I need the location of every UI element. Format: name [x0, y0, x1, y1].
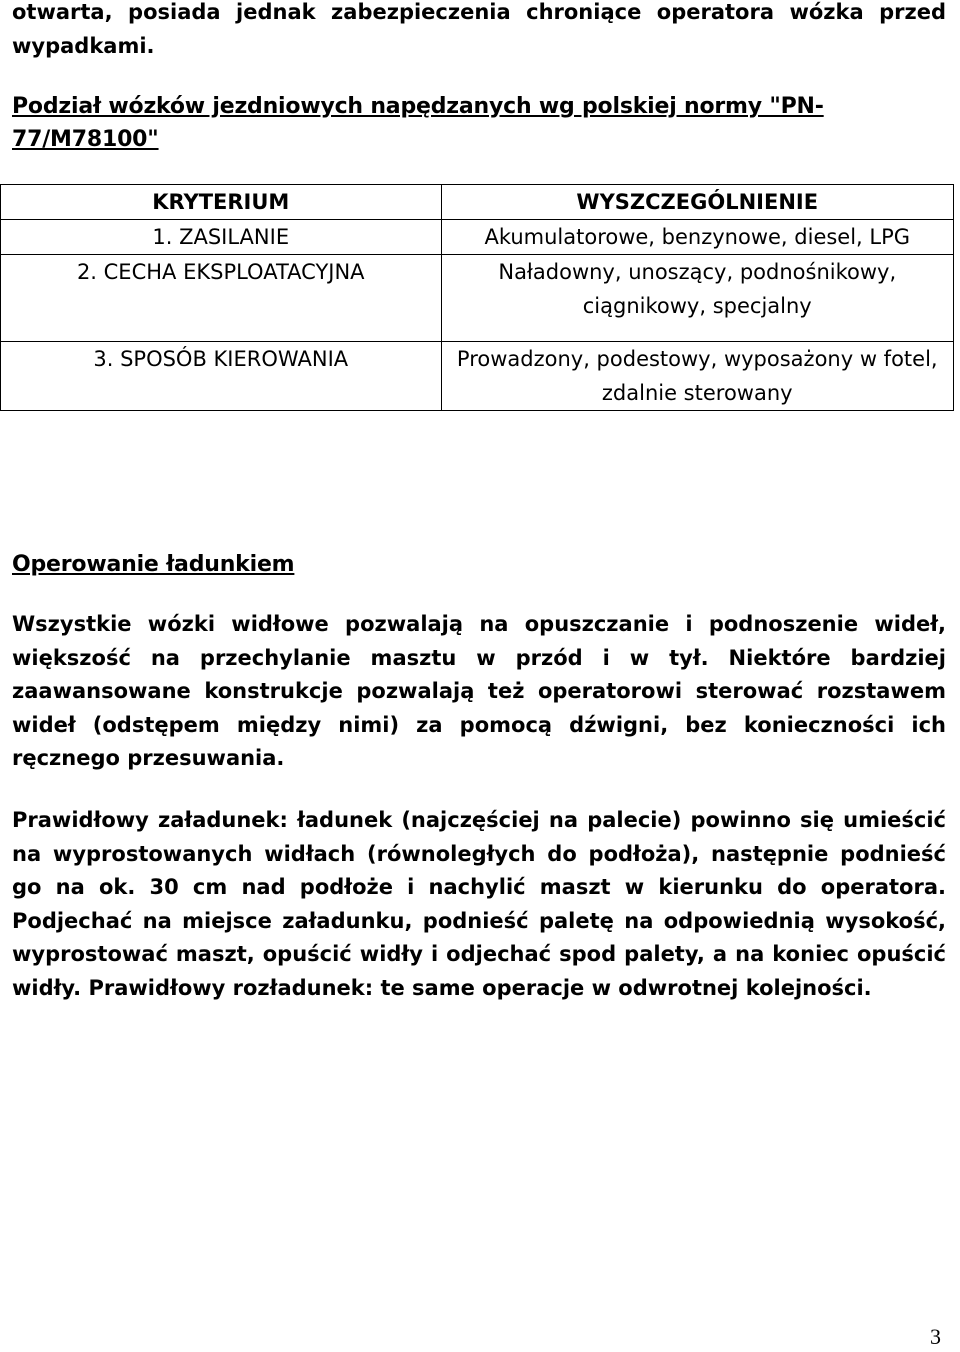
header-criterion: KRYTERIUM — [1, 185, 442, 220]
page-number: 3 — [930, 1324, 941, 1349]
table-row — [1, 255, 954, 342]
row-criterion: 2. CECHA EKSPLOATACYJNA — [1, 255, 442, 342]
criteria-table — [0, 184, 954, 411]
section-heading-load-handling: Operowanie ładunkiem — [12, 552, 295, 577]
row-details: Naładowny, unoszący, podnośnikowy, ciągnikowy, specjalny — [441, 255, 954, 342]
table-row — [1, 342, 954, 411]
row-criterion: 3. SPOSÓB KIEROWANIA — [1, 342, 442, 411]
header-details: WYSZCZEGÓLNIENIE — [441, 185, 954, 220]
intro-text: otwarta, posiada jednak zabezpieczenia chroniące operatora wózka przed wypadkami. — [12, 0, 946, 58]
row-criterion: 1. ZASILANIE — [1, 220, 442, 255]
paragraph-forklift-operations: Wszystkie wózki widłowe pozwalają na opuszczanie i podnoszenie wideł, większość na przechylanie masztu w przód i w tył. Niektóre bardziej zaawansowane konstrukcje pozwalają też operatorowi sterować rozstawem wideł (odstępem między nimi) za pomocą dźwigni, bez konieczności ich ręcznego przesuwania. — [12, 612, 946, 770]
row-details: Akumulatorowe, benzynowe, diesel, LPG — [441, 220, 954, 255]
table-header-row — [1, 185, 954, 220]
section-heading-classification: Podział wózków jezdniowych napędzanych wg polskiej normy "PN-77/M78100" — [12, 94, 824, 152]
row-details: Prowadzony, podestowy, wyposażony w fotel, zdalnie sterowany — [441, 342, 954, 411]
paragraph-loading-procedure: Prawidłowy załadunek: ładunek (najczęściej na palecie) powinno się umieścić na wyprostowanych widłach (równoległych do podłoża), następnie podnieść go na ok. 30 cm nad podłoże i nachylić maszt w kierunku do operatora. Podjechać na miejsce załadunku, podnieść paletę na odpowiednią wysokość, wyprostować maszt, opuścić widły i odjechać spod palety, a na koniec opuścić widły. Prawidłowy rozładunek: te same operacje w odwrotnej kolejności. — [12, 808, 946, 1000]
table-row — [1, 220, 954, 255]
